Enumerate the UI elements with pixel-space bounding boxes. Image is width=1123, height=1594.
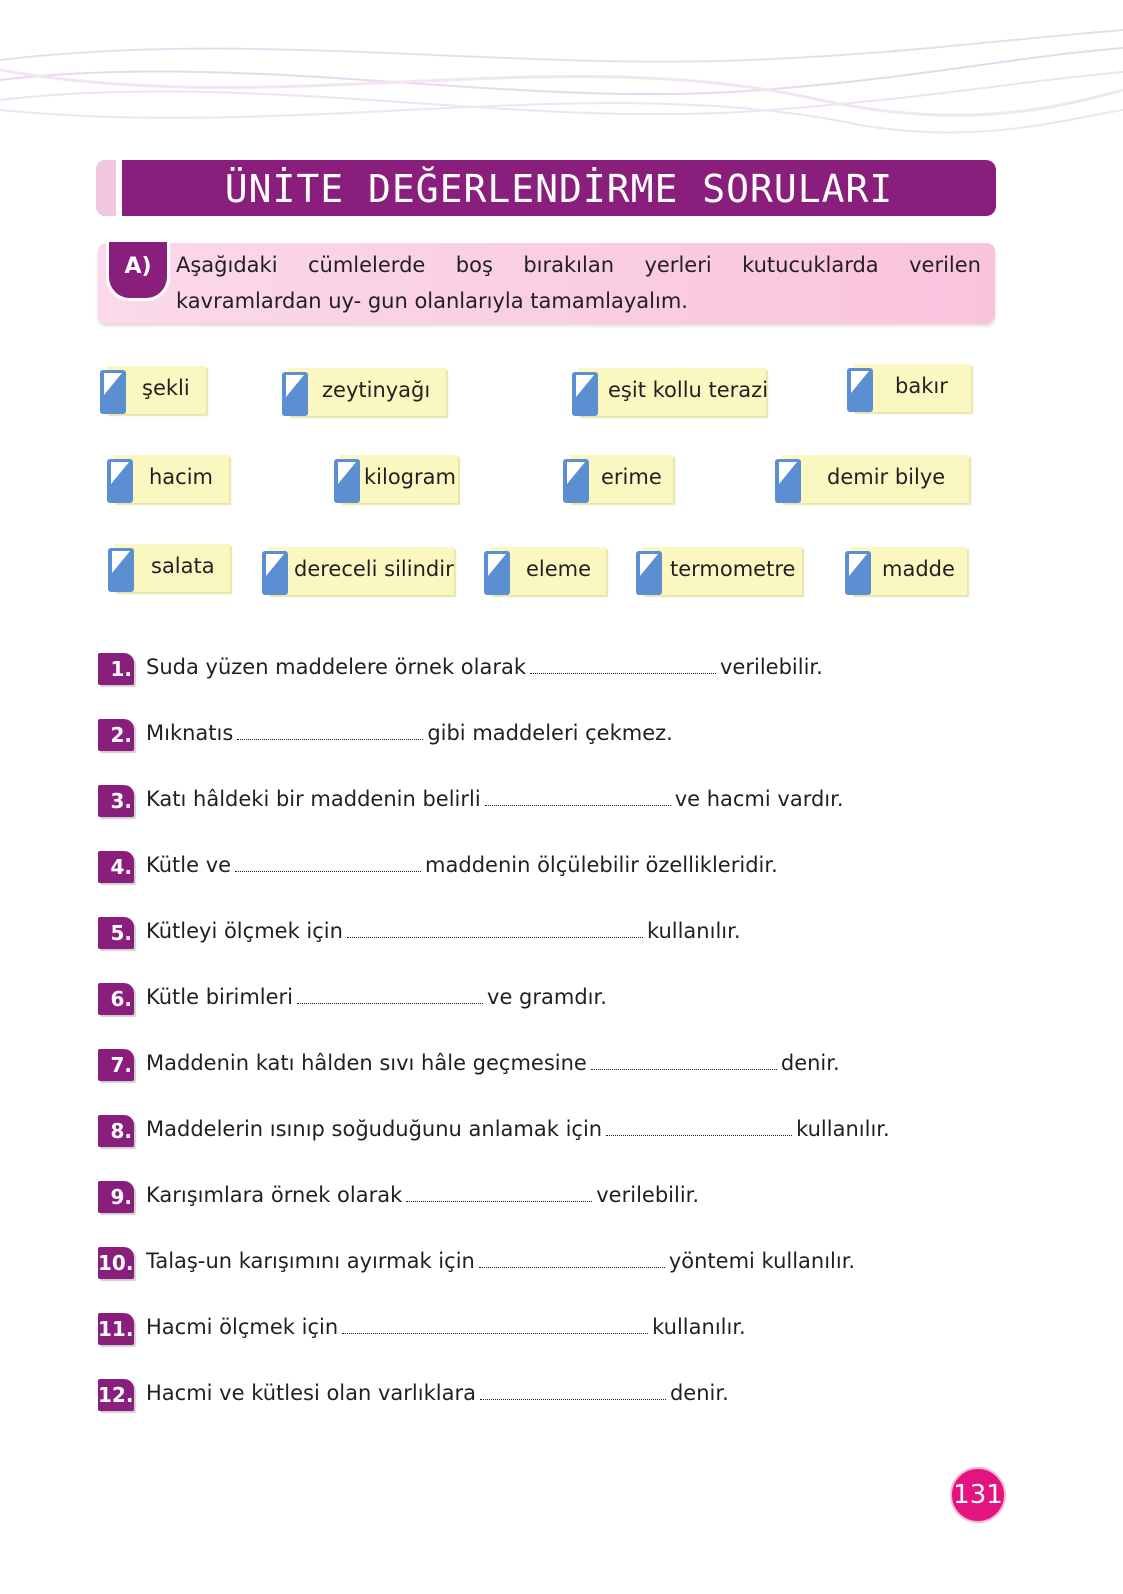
question-row: [98, 1049, 998, 1083]
title-bar: [96, 160, 996, 216]
question-text: Suda yüzen maddelere örnek olarak verilebilir.: [146, 655, 823, 679]
question-number: 10.: [98, 1247, 134, 1279]
question-number: 9.: [98, 1181, 134, 1213]
question-row: [98, 785, 998, 819]
word-box: [569, 455, 673, 503]
question-row: [98, 719, 998, 753]
answer-blank[interactable]: [479, 1249, 665, 1268]
answer-blank[interactable]: [237, 721, 423, 740]
note-icon: [845, 551, 871, 595]
question-number: 2.: [98, 719, 134, 751]
word-label: eleme: [526, 557, 592, 581]
word-box: [106, 366, 206, 414]
question-text: Kütleyi ölçmek için kullanılır.: [146, 919, 741, 943]
word-box: [490, 547, 606, 595]
word-label: dereceli silindir: [294, 557, 454, 581]
question-text: Karışımlara örnek olarak verilebilir.: [146, 1183, 700, 1207]
question-text: Kütle ve maddenin ölçülebilir özellikleridir.: [146, 853, 778, 877]
note-icon: [262, 551, 288, 595]
word-label: zeytinyağı: [322, 378, 431, 402]
answer-blank[interactable]: [342, 1315, 648, 1334]
question-number: 3.: [98, 785, 134, 817]
note-icon: [100, 370, 126, 414]
word-box: [851, 547, 967, 595]
word-label: şekli: [142, 376, 190, 400]
question-row: [98, 1379, 998, 1413]
word-label: erime: [601, 465, 662, 489]
note-icon: [484, 551, 510, 595]
answer-blank[interactable]: [347, 919, 643, 938]
note-icon: [334, 459, 360, 503]
word-box: [853, 364, 971, 412]
question-row: [98, 917, 998, 951]
word-label: bakır: [895, 374, 948, 398]
question-number: 8.: [98, 1115, 134, 1147]
note-icon: [572, 372, 598, 416]
word-label: hacim: [149, 465, 214, 489]
answer-blank[interactable]: [480, 1381, 666, 1400]
question-row: [98, 1181, 998, 1215]
question-number: 4.: [98, 851, 134, 883]
word-box: [268, 547, 454, 595]
word-box: [288, 368, 446, 416]
question-text: Hacmi ve kütlesi olan varlıklara denir.: [146, 1381, 729, 1405]
question-number: 6.: [98, 983, 134, 1015]
answer-blank[interactable]: [235, 853, 421, 872]
answer-blank[interactable]: [606, 1117, 792, 1136]
note-icon: [282, 372, 308, 416]
question-number: 11.: [98, 1313, 134, 1345]
word-box: [113, 455, 229, 503]
question-number: 1.: [98, 653, 134, 685]
question-text: Maddelerin ısınıp soğuduğunu anlamak için kullanılır.: [146, 1117, 890, 1141]
answer-blank[interactable]: [591, 1051, 777, 1070]
question-number: 12.: [98, 1379, 134, 1411]
note-icon: [563, 459, 589, 503]
question-text: Talaş-un karışımını ayırmak için yöntemi kullanılır.: [146, 1249, 856, 1273]
word-label: termometre: [670, 557, 796, 581]
question-number: 5.: [98, 917, 134, 949]
word-label: kilogram: [364, 465, 456, 489]
instruction-text: Aşağıdaki cümlelerde boş bırakılan yerleri kutucuklarda verilen kavramlardan uy- gun olanlarıyla tamamlayalım.: [176, 253, 981, 313]
word-label: madde: [882, 557, 955, 581]
answer-blank[interactable]: [406, 1183, 592, 1202]
question-text: Mıknatıs gibi maddeleri çekmez.: [146, 721, 673, 745]
section-badge: A): [106, 239, 170, 301]
question-row: [98, 851, 998, 885]
answer-blank[interactable]: [297, 985, 483, 1004]
question-number: 7.: [98, 1049, 134, 1081]
word-box: [781, 455, 969, 503]
word-box: [340, 455, 458, 503]
word-label: demir bilye: [827, 465, 946, 489]
word-box: [642, 547, 802, 595]
note-icon: [108, 548, 134, 592]
page-title: ÜNİTE DEĞERLENDİRME SORULARI: [224, 167, 894, 211]
question-text: Kütle birimleri ve gramdır.: [146, 985, 607, 1009]
note-icon: [107, 459, 133, 503]
note-icon: [636, 551, 662, 595]
question-row: [98, 983, 998, 1017]
question-row: [98, 1247, 998, 1281]
note-icon: [847, 368, 873, 412]
question-text: Hacmi ölçmek için kullanılır.: [146, 1315, 746, 1339]
word-box: [114, 544, 230, 592]
title-tab-decoration: [96, 160, 116, 216]
decorative-waves: [0, 0, 1123, 160]
word-label: eşit kollu terazi: [608, 378, 769, 402]
question-text: Katı hâldeki bir maddenin belirli ve hacmi vardır.: [146, 787, 844, 811]
note-icon: [775, 459, 801, 503]
word-box: [578, 368, 769, 416]
question-text: Maddenin katı hâlden sıvı hâle geçmesine denir.: [146, 1051, 840, 1075]
answer-blank[interactable]: [485, 787, 671, 806]
word-label: salata: [151, 554, 215, 578]
answer-blank[interactable]: [530, 655, 716, 674]
question-row: [98, 1115, 998, 1149]
question-row: [98, 1313, 998, 1347]
instruction-box: [98, 243, 995, 323]
question-row: [98, 653, 998, 687]
page-number: 131: [950, 1467, 1006, 1523]
